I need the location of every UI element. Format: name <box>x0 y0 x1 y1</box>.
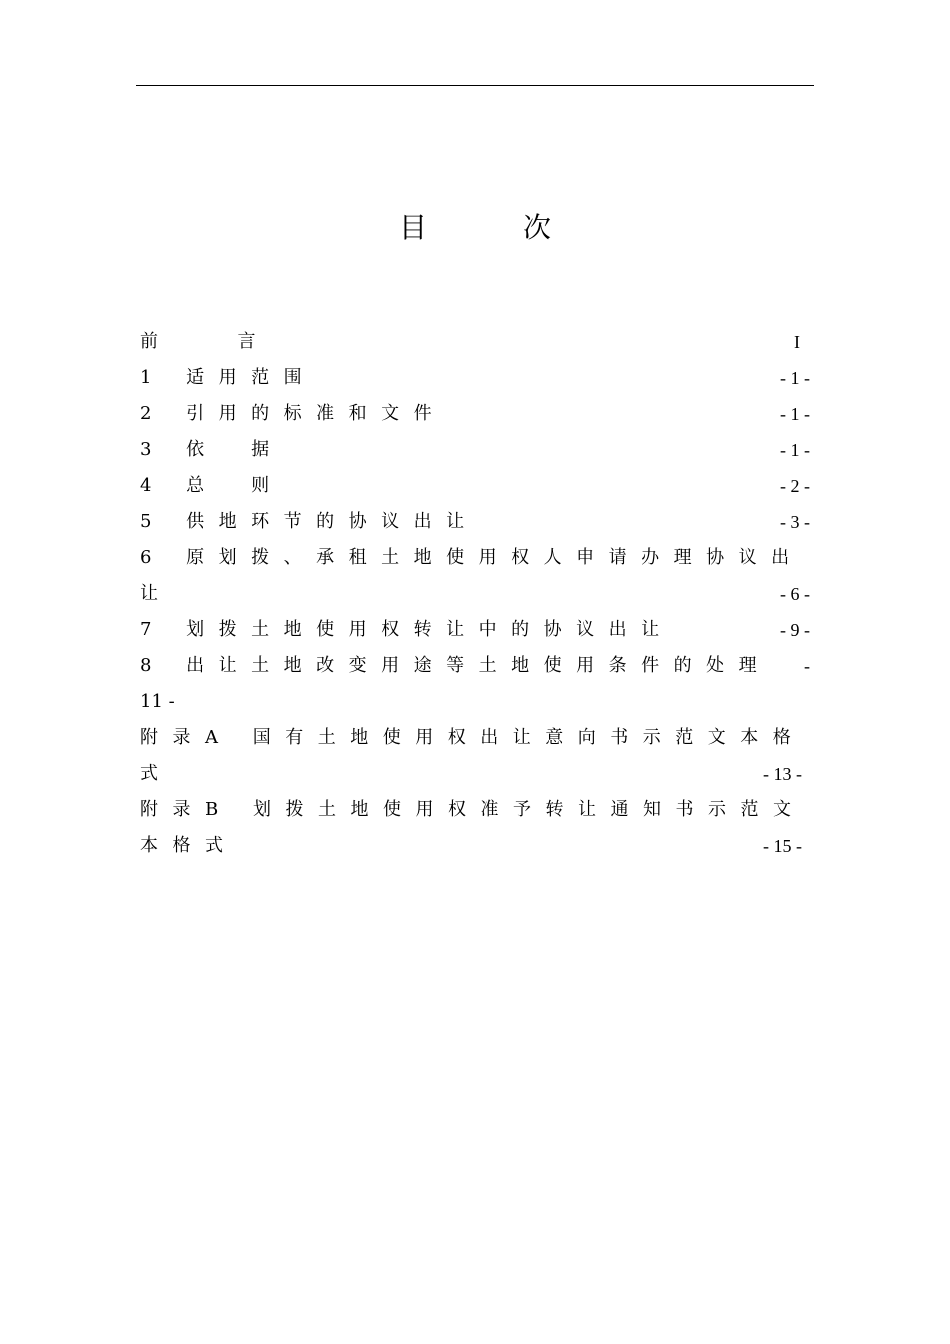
toc-entry-6[interactable] <box>140 544 810 580</box>
toc-entry-label: 6 原划拨、承租土地使用权人申请办理协议出 <box>140 547 804 568</box>
toc-entry-label: 式 <box>140 763 173 784</box>
toc-entry-label: 7 划拨土地使用权转让中的协议出让 <box>140 619 674 640</box>
toc-entry-page: I <box>794 332 800 352</box>
toc-entry-appendix-b-cont[interactable] <box>140 832 810 868</box>
toc-entry-appendix-b[interactable] <box>140 796 810 832</box>
toc-entry-6-cont[interactable] <box>140 580 810 616</box>
toc-entry-page: - 1 - <box>780 368 810 388</box>
toc-entry-label: 11 - <box>140 691 175 712</box>
toc-entry-page: - 1 - <box>780 404 810 424</box>
toc-entry-page: - 15 - <box>763 836 802 856</box>
toc-entry-appendix-a-cont[interactable] <box>140 760 810 796</box>
page-title: 目 次 <box>398 211 585 244</box>
toc-entry-label: 3 依 据 <box>140 439 284 460</box>
toc-entry-4[interactable] <box>140 472 810 508</box>
toc-entry-page: - 6 - <box>780 584 810 604</box>
toc-entry-page: - 9 - <box>780 620 810 640</box>
toc-entry-2[interactable] <box>140 400 810 436</box>
toc-entry-7[interactable] <box>140 616 810 652</box>
toc-entry-8[interactable] <box>140 652 810 688</box>
toc-entry-5[interactable] <box>140 508 810 544</box>
toc-entry-label: 4 总 则 <box>140 475 284 496</box>
toc-entry-label: 5 供地环节的协议出让 <box>140 511 479 532</box>
toc-entry-label: 附录A 国有土地使用权出让意向书示范文本格 <box>140 727 806 748</box>
toc-entry-page: - 1 - <box>780 440 810 460</box>
toc-entry-label: 8 出让土地改变用途等土地使用条件的处理 <box>140 655 772 676</box>
toc-entry-page: - 13 - <box>763 764 802 784</box>
toc-entry-appendix-a[interactable] <box>140 724 810 760</box>
toc-entry-page: - 3 - <box>780 512 810 532</box>
toc-entry-3[interactable] <box>140 436 810 472</box>
toc-entry-page: - 2 - <box>780 476 810 496</box>
toc-entry-label: 前 言 <box>140 331 270 352</box>
toc-entry-label: 2 引用的标准和文件 <box>140 403 447 424</box>
toc-entry-preface[interactable] <box>140 328 810 364</box>
toc-entry-label: 让 <box>140 583 173 604</box>
header-rule <box>136 85 814 86</box>
toc-entry-page: - <box>804 656 810 676</box>
table-of-contents <box>140 328 810 868</box>
toc-entry-1[interactable] <box>140 364 810 400</box>
toc-entry-label: 1 适用范围 <box>140 367 317 388</box>
toc-entry-label: 附录B 划拨土地使用权准予转让通知书示范文 <box>140 799 806 820</box>
toc-entry-label: 本格式 <box>140 835 238 856</box>
toc-entry-8-cont[interactable] <box>140 688 810 724</box>
